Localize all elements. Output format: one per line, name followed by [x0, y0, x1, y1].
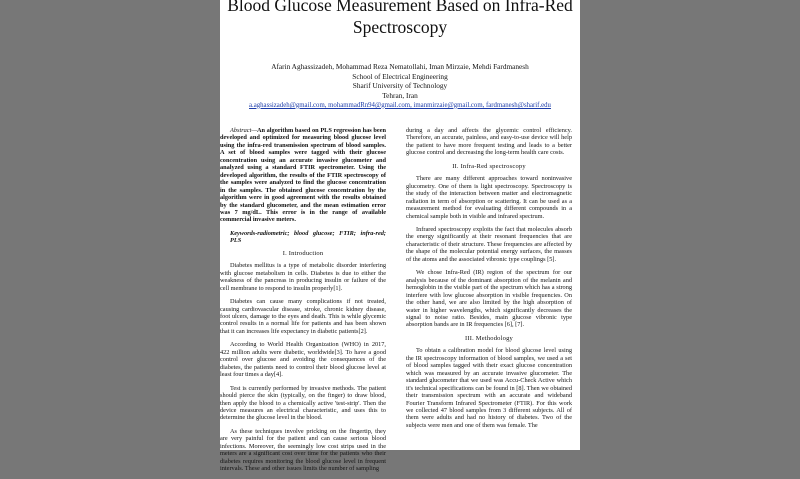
- abstract-text: An algorithm based on PLS regression has been developed and optimized for measuring blood glucose level using the infra-red transmission spectrum of blood samples. A set of blood samples were tagged with their glucose concentration using an accurate invasive glucometer and analyzed using a standard FTIR spectrometer. Using the developed algorithm, the results of the FTIR spectroscopy of the samples were analyzed to find the glucose concentration in the samples. The obtained glucose concentration by the algorithm were in good agreement with the results obtained by the standard glucometer, and the mean estimation error was 7 mg/dL. This error is in the range of available commercial invasive meters.: [220, 127, 386, 224]
- section-heading-introduction: I. Introduction: [282, 249, 324, 257]
- intro-paragraph: Diabetes mellitus is a type of metabolic disorder interfering with glucose metabolism in cells. Diabetes is due to either the weakness of the pancreas in producing insulin or failure of the cell membrane to respond to insulin properly[1].: [220, 262, 386, 292]
- affiliation-school: School of Electrical Engineering: [352, 71, 448, 81]
- body-paragraph: Infrared spectroscopy exploits the fact that molecules absorb the energy significantly at their resonant frequencies that are characteristic of their structure. These frequencies are affected by the shape of the molecular potential energy surfaces, the masses of the atoms and the associated vibronic type couplings [5].: [406, 225, 572, 263]
- left-column: [220, 127, 386, 479]
- section-heading-ir-spectroscopy: II. Infra-Red spectroscopy: [452, 162, 526, 170]
- keywords: Keywords-radiometric; blood glucose; FTIR; infra-red; PLS: [230, 229, 386, 245]
- abstract: [220, 127, 386, 224]
- body-paragraph: during a day and affects the glycemic control efficiency. Therefore, an accurate, painless, and easy-to-use device will help the patient to have more frequent testing and leads to a better glucose control and decreasing the long-term health care costs.: [406, 127, 572, 157]
- body-paragraph: We chose Infra-Red (IR) region of the spectrum for our analysis because of the dominant absorption of the melanin and hemoglobin in the visible part of the spectrum which has a strong interfere with low glucose absorption in visible frequencies. On the other hand, we are also limited by the high absorption of water in higher wavelengths, which significantly decreases the signal to noise ratio. Besides, main glucose vibronic type absorption bands are in IR frequencies [6], [7].: [406, 269, 572, 329]
- affiliation-university: Sharif University of Technology: [352, 81, 448, 91]
- body-paragraph: To obtain a calibration model for blood glucose level using the IR spectroscopy information of blood samples, we used a set of blood samples tagged with their exact glucose concentration which was measured by an accurate invasive glucometer. The standard glucometer that we used was Accu-Check Active which it's technical specifications can be found in [8]. Then we obtained their transmission spectrum with an accurate and wideband Fourier Transform Infrared Spectrometer (FTIR). For this work we collected 47 blood samples from 3 different subjects. All of them were adults and had no history of diabetes. Two of the subjects were men and one of them was female. The: [406, 347, 572, 429]
- affiliation-city: Tehran, Iran: [382, 91, 418, 101]
- author-block: [220, 62, 580, 111]
- paper-title: Blood Glucose Measurement Based on Infra-Red Spectroscopy: [227, 0, 573, 37]
- body-paragraph: There are many different approaches toward noninvasive glucometry. One of them is light spectroscopy. Spectroscopy is the study of the interaction between matter and electromagnetic radiation in term of absorption or scattering. It can be used as a measurement method for evaluating different compounds in a chemical sample both in visible and infrared spectrum.: [406, 175, 572, 220]
- abstract-label: Abstract—: [230, 127, 257, 134]
- intro-paragraph: As these techniques involve pricking on the fingertip, they are very painful for the patient and can cause serious blood infections. Moreover, the seemingly low cost strips used in the meters are a significant cost over time for the patients who their diabetes requires monitoring the blood glucose level in frequent intervals. These and other issues limits the number of sampling: [220, 427, 386, 473]
- intro-paragraph: According to World Health Organization (WHO) in 2017, 422 million adults were diabetic, worldwide[3]. To have a good control over glucose and avoiding the consequences of the diabetes, the patients need to control their blood glucose level at least four times a day[4].: [220, 341, 386, 379]
- author-emails[interactable]: a.aghassizadeh@gmail.com, mohammadRn94@gmail.com, imanmirzaie@gmail.com, fardmanesh@sharif.edu: [249, 101, 551, 109]
- author-names: Afarin Aghassizadeh, Mohammad Reza Nematollahi, Iman Mirzaie, Mehdi Fardmanesh: [271, 62, 529, 71]
- intro-paragraph: Diabetes can cause many complications if not treated, causing cardiovascular disease, stroke, chronic kidney disease, foot ulcers, damage to the eyes and death. This is while glycemic control results in a normal life for patients and has been shown that it can increases life expectancy in diabetic patients[2].: [220, 298, 386, 335]
- paper-page: [220, 0, 580, 473]
- section-heading-methodology: III. Methodology: [465, 334, 513, 342]
- intro-paragraph: Test is currently performed by invasive methods. The patient should pierce the skin (typically, on the finger) to draw blood, then apply the blood to a chemically active 'test-strip'. Then the device measures an electrical characteristic, and uses this to determine the glucose level in the blood.: [220, 384, 386, 422]
- right-column: [406, 127, 572, 435]
